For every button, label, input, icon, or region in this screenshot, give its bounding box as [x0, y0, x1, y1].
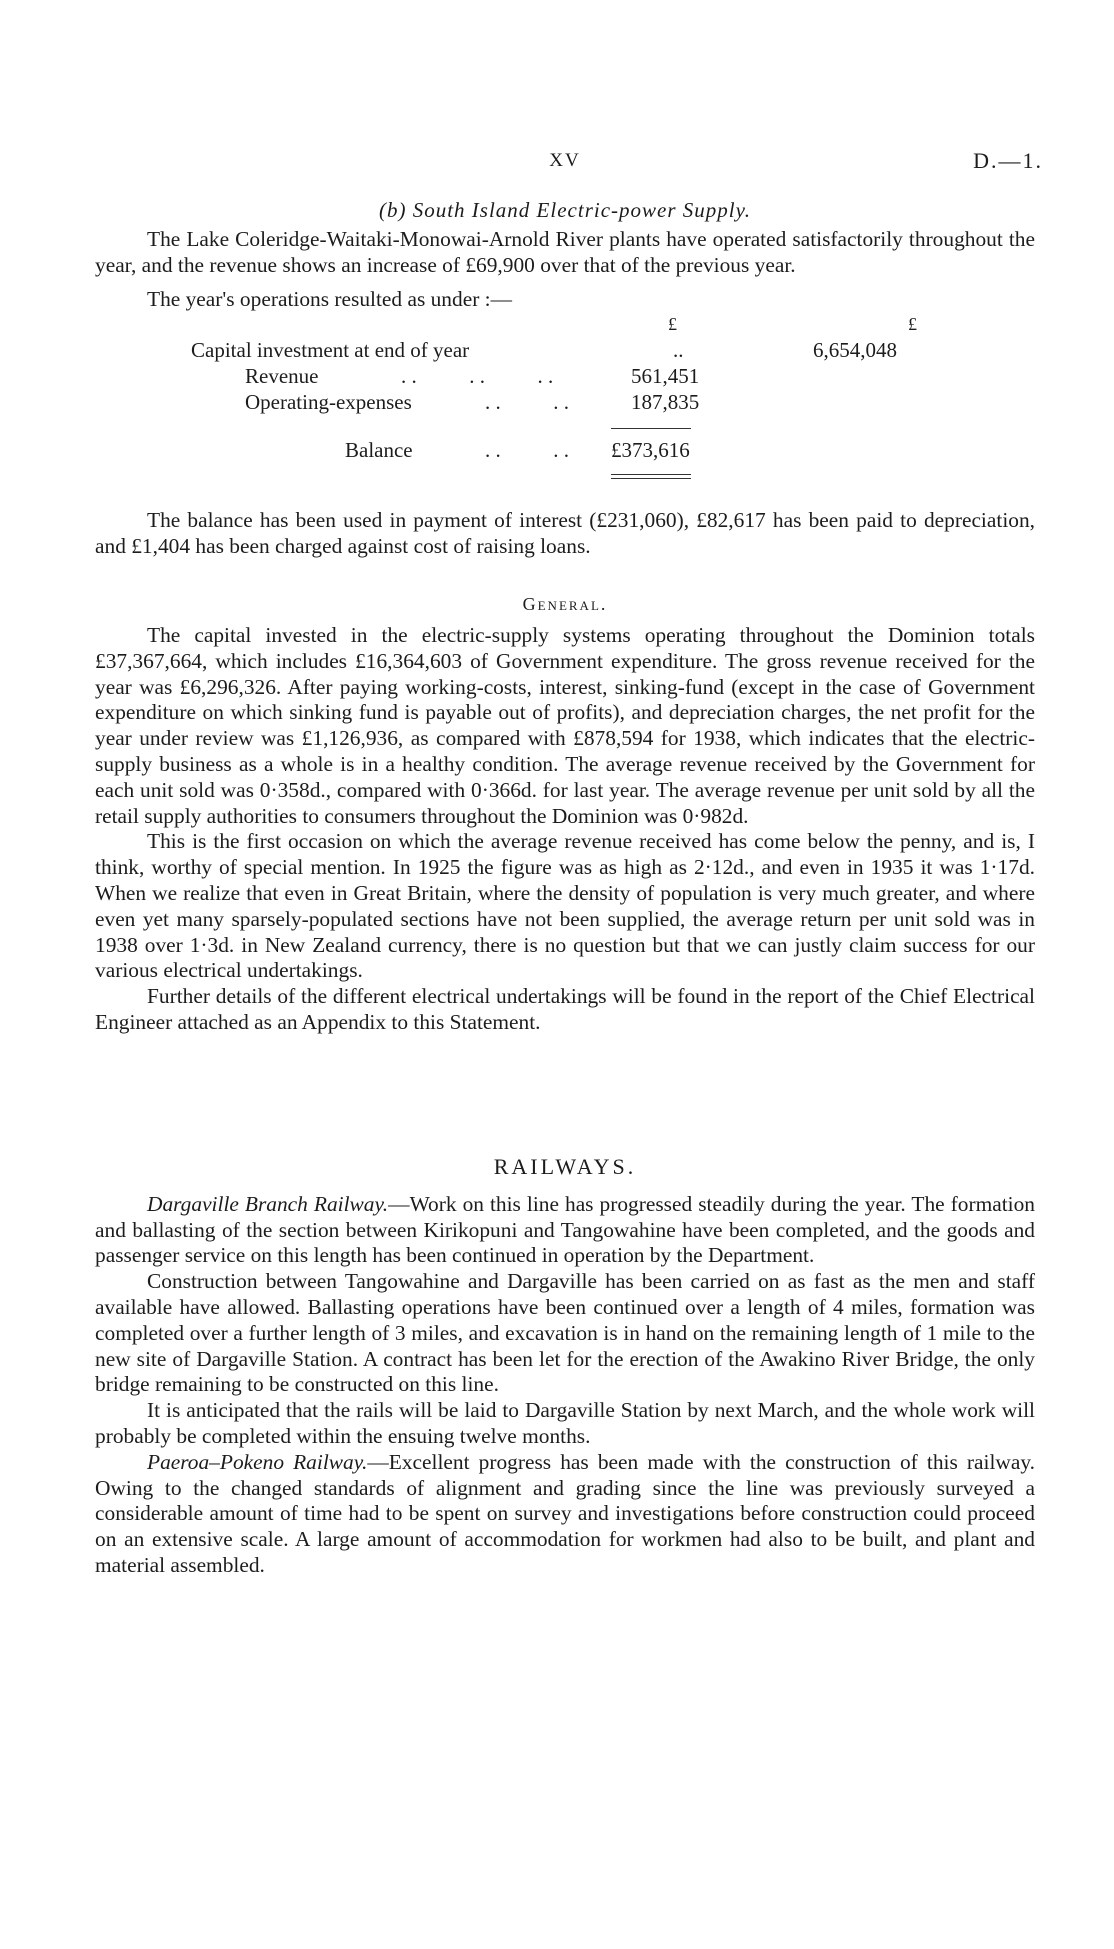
operations-table	[95, 314, 1035, 494]
paeroa-lead: —Excellent progress has been made with the construction of this railway. Owing to the changed standards of alignment and grading since the line was previously surveyed a considerable amount of time had to be spent on survey and investigations before construction could proceed on an extensive scale. A large amount of accommodation for workmen had also to be built, and plant and material assembled.	[95, 1449, 1035, 1577]
paeroa-title: Paeroa–Pokeno Railway.	[147, 1449, 368, 1474]
page-header	[95, 148, 1043, 184]
page-code: D.—1.	[973, 148, 1043, 173]
dargaville-lead: —Work on this line has progressed steadily during the year. The formation and ballasting of the section between Kirikopuni and Tangowahine have been completed, and the goods and passenger service on this length has been continued in operation by the Department.	[95, 1191, 1035, 1268]
col2-currency-symbol: £	[908, 314, 917, 335]
dargaville-paragraph-1	[95, 1192, 1035, 1269]
general-paragraph-2: This is the first occasion on which the average revenue received has come below the penny, and is, I think, worthy of special mention. In 1925 the figure was as high as 2·12d., and even in 1935 it was 1·17d. When we realize that even in Great Britain, where the density of population is very much greater, and where even yet many sparsely-populated sections have not been supplied, the average return per unit sold was in 1938 over 1·3d. in New Zealand currency, there is no question but that we can justly claim success for our various electrical undertakings.	[95, 829, 1035, 983]
paeroa-paragraph	[95, 1450, 1035, 1579]
document-page	[95, 148, 1043, 1579]
total-rule-top	[611, 474, 691, 475]
railways-heading: RAILWAYS.	[493, 1153, 637, 1179]
revenue-value: 561,451	[631, 364, 700, 389]
general-heading: General.	[522, 593, 608, 614]
operations-lead: The year's operations resulted as under :—	[147, 286, 512, 311]
opex-label: Operating-expenses	[245, 390, 412, 415]
general-paragraph-3: Further details of the different electrical undertakings will be found in the report of the Chief Electrical Engineer attached as an Appendix to this Statement.	[95, 984, 1035, 1034]
revenue-label: Revenue	[245, 364, 319, 389]
capital-leader: ..	[673, 338, 684, 363]
balance-leaders: . . . .	[485, 438, 569, 463]
dargaville-paragraph-2: Construction between Tangowahine and Dargaville has been carried on as fast as the men and staff available have allowed. Ballasting operations have been continued over a length of 4 miles, formation was completed over a further length of 3 miles, and excavation is in hand on the remaining length of 1 mile to the new site of Dargaville Station. A contract has been let for the erection of the Awakino River Bridge, the only bridge remaining to be constructed on this line.	[95, 1269, 1035, 1397]
page-number: XV	[549, 150, 581, 171]
dargaville-paragraph-3: It is anticipated that the rails will be laid to Dargaville Station by next March, and the whole work will probably be completed within the ensuing twelve months.	[95, 1398, 1035, 1448]
revenue-leaders: . . . . . .	[401, 364, 554, 389]
col1-currency-symbol: £	[668, 314, 677, 335]
general-paragraph-1: The capital invested in the electric-supply systems operating throughout the Dominion totals £37,367,664, which includes £16,364,603 of Government expenditure. The gross revenue received for the year was £6,296,326. After paying working-costs, interest, sinking-fund (except in the case of Government expenditure on which sinking fund is payable out of profits), and depreciation charges, the net profit for the year under review was £1,126,936, as compared with £878,594 for 1938, which indicates that the electric-supply business as a whole is in a healthy condition. The average revenue received by the Government for each unit sold was 0·358d., compared with 0·366d. for last year. The average revenue per unit sold by all the retail supply authorities to consumers throughout the Dominion was 0·982d.	[95, 622, 1035, 828]
opex-value: 187,835	[631, 390, 700, 415]
south-island-intro: The Lake Coleridge-Waitaki-Monowai-Arnold River plants have operated satisfactorily throughout the year, and the revenue shows an increase of £69,900 over that of the previous year.	[95, 227, 1035, 277]
opex-leaders: . . . .	[485, 390, 569, 415]
total-rule-bottom	[611, 478, 691, 479]
dargaville-title: Dargaville Branch Railway.	[147, 1191, 389, 1216]
subtotal-rule	[611, 428, 691, 429]
balance-label: Balance	[345, 438, 413, 463]
balance-value: £373,616	[611, 438, 690, 463]
south-island-subtitle: (b) South Island Electric-power Supply.	[378, 198, 752, 222]
capital-label: Capital investment at end of year	[191, 338, 470, 363]
capital-value: 6,654,048	[813, 338, 897, 363]
balance-note: The balance has been used in payment of interest (£231,060), £82,617 has been paid to depreciation, and £1,404 has been charged against cost of raising loans.	[95, 508, 1035, 559]
